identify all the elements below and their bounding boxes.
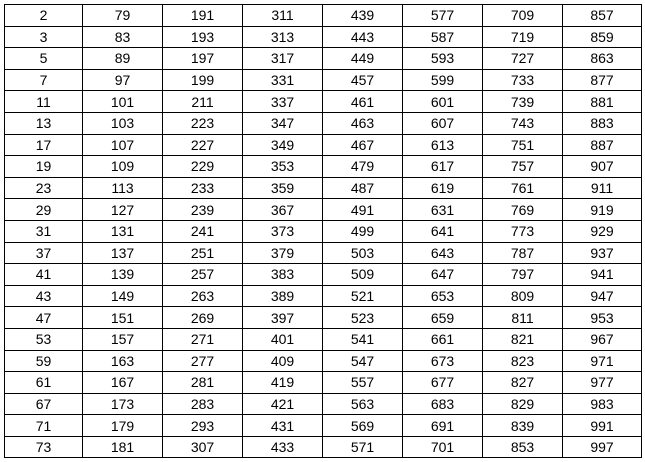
table-cell: 389: [243, 285, 323, 307]
table-cell: 71: [5, 415, 83, 437]
table-cell: 607: [403, 112, 483, 134]
table-cell: 853: [483, 436, 563, 458]
table-row: [5, 69, 642, 91]
table-cell: 523: [323, 307, 403, 329]
table-cell: 491: [323, 199, 403, 221]
table-cell: 109: [83, 156, 163, 178]
table-cell: 709: [483, 5, 563, 27]
table-cell: 557: [323, 372, 403, 394]
table-row: [5, 242, 642, 264]
table-cell: 313: [243, 26, 323, 48]
table-cell: 311: [243, 5, 323, 27]
table-cell: 2: [5, 5, 83, 27]
table-cell: 131: [83, 220, 163, 242]
table-cell: 113: [83, 177, 163, 199]
table-row: [5, 328, 642, 350]
table-cell: 239: [163, 199, 243, 221]
table-cell: 29: [5, 199, 83, 221]
table-cell: 107: [83, 134, 163, 156]
primes-table-container: [4, 4, 641, 461]
table-cell: 347: [243, 112, 323, 134]
table-cell: 883: [563, 112, 642, 134]
table-cell: 337: [243, 91, 323, 113]
table-cell: 19: [5, 156, 83, 178]
table-cell: 919: [563, 199, 642, 221]
table-cell: 521: [323, 285, 403, 307]
table-cell: 307: [163, 436, 243, 458]
table-cell: 727: [483, 48, 563, 70]
table-cell: 449: [323, 48, 403, 70]
table-cell: 467: [323, 134, 403, 156]
table-cell: 601: [403, 91, 483, 113]
table-row: [5, 220, 642, 242]
table-cell: 643: [403, 242, 483, 264]
table-cell: 229: [163, 156, 243, 178]
table-cell: 293: [163, 415, 243, 437]
table-cell: 617: [403, 156, 483, 178]
table-cell: 463: [323, 112, 403, 134]
table-cell: 73: [5, 436, 83, 458]
table-cell: 997: [563, 436, 642, 458]
table-cell: 647: [403, 264, 483, 286]
table-row: [5, 177, 642, 199]
table-cell: 827: [483, 372, 563, 394]
table-cell: 349: [243, 134, 323, 156]
table-row: [5, 372, 642, 394]
table-cell: 103: [83, 112, 163, 134]
table-cell: 911: [563, 177, 642, 199]
table-cell: 701: [403, 436, 483, 458]
primes-table: [4, 4, 642, 458]
table-row: [5, 112, 642, 134]
table-cell: 487: [323, 177, 403, 199]
table-cell: 211: [163, 91, 243, 113]
table-cell: 53: [5, 328, 83, 350]
table-row: [5, 26, 642, 48]
table-cell: 773: [483, 220, 563, 242]
table-cell: 97: [83, 69, 163, 91]
table-cell: 59: [5, 350, 83, 372]
table-cell: 739: [483, 91, 563, 113]
table-cell: 821: [483, 328, 563, 350]
table-cell: 149: [83, 285, 163, 307]
table-cell: 929: [563, 220, 642, 242]
table-cell: 271: [163, 328, 243, 350]
table-cell: 499: [323, 220, 403, 242]
table-cell: 859: [563, 26, 642, 48]
table-cell: 541: [323, 328, 403, 350]
table-cell: 991: [563, 415, 642, 437]
table-cell: 953: [563, 307, 642, 329]
table-cell: 331: [243, 69, 323, 91]
table-cell: 47: [5, 307, 83, 329]
table-cell: 5: [5, 48, 83, 70]
table-cell: 797: [483, 264, 563, 286]
table-cell: 563: [323, 393, 403, 415]
table-cell: 587: [403, 26, 483, 48]
table-cell: 941: [563, 264, 642, 286]
table-cell: 359: [243, 177, 323, 199]
table-cell: 877: [563, 69, 642, 91]
table-cell: 863: [563, 48, 642, 70]
table-cell: 383: [243, 264, 323, 286]
table-cell: 653: [403, 285, 483, 307]
table-cell: 757: [483, 156, 563, 178]
table-cell: 17: [5, 134, 83, 156]
table-cell: 31: [5, 220, 83, 242]
table-cell: 509: [323, 264, 403, 286]
table-cell: 179: [83, 415, 163, 437]
primes-table-body: [5, 5, 642, 458]
table-row: [5, 48, 642, 70]
table-cell: 199: [163, 69, 243, 91]
table-cell: 419: [243, 372, 323, 394]
table-cell: 163: [83, 350, 163, 372]
table-cell: 281: [163, 372, 243, 394]
table-cell: 227: [163, 134, 243, 156]
table-cell: 251: [163, 242, 243, 264]
table-cell: 809: [483, 285, 563, 307]
table-cell: 743: [483, 112, 563, 134]
table-row: [5, 350, 642, 372]
table-cell: 811: [483, 307, 563, 329]
table-cell: 673: [403, 350, 483, 372]
table-cell: 839: [483, 415, 563, 437]
table-cell: 367: [243, 199, 323, 221]
table-cell: 373: [243, 220, 323, 242]
table-cell: 599: [403, 69, 483, 91]
table-cell: 151: [83, 307, 163, 329]
table-cell: 443: [323, 26, 403, 48]
table-cell: 127: [83, 199, 163, 221]
table-cell: 263: [163, 285, 243, 307]
table-cell: 907: [563, 156, 642, 178]
table-cell: 659: [403, 307, 483, 329]
table-cell: 269: [163, 307, 243, 329]
table-cell: 661: [403, 328, 483, 350]
table-cell: 3: [5, 26, 83, 48]
table-cell: 191: [163, 5, 243, 27]
table-cell: 971: [563, 350, 642, 372]
table-cell: 43: [5, 285, 83, 307]
table-cell: 719: [483, 26, 563, 48]
table-row: [5, 5, 642, 27]
table-cell: 379: [243, 242, 323, 264]
table-cell: 61: [5, 372, 83, 394]
table-cell: 283: [163, 393, 243, 415]
table-cell: 139: [83, 264, 163, 286]
table-cell: 503: [323, 242, 403, 264]
table-cell: 257: [163, 264, 243, 286]
table-cell: 157: [83, 328, 163, 350]
table-cell: 683: [403, 393, 483, 415]
table-cell: 577: [403, 5, 483, 27]
table-cell: 241: [163, 220, 243, 242]
table-cell: 173: [83, 393, 163, 415]
table-row: [5, 134, 642, 156]
table-cell: 421: [243, 393, 323, 415]
table-cell: 89: [83, 48, 163, 70]
table-cell: 233: [163, 177, 243, 199]
table-cell: 67: [5, 393, 83, 415]
table-cell: 23: [5, 177, 83, 199]
table-cell: 167: [83, 372, 163, 394]
table-cell: 277: [163, 350, 243, 372]
table-cell: 751: [483, 134, 563, 156]
table-cell: 613: [403, 134, 483, 156]
table-row: [5, 415, 642, 437]
table-cell: 223: [163, 112, 243, 134]
table-cell: 197: [163, 48, 243, 70]
table-cell: 193: [163, 26, 243, 48]
table-cell: 79: [83, 5, 163, 27]
table-cell: 137: [83, 242, 163, 264]
table-cell: 787: [483, 242, 563, 264]
table-cell: 479: [323, 156, 403, 178]
table-cell: 7: [5, 69, 83, 91]
table-cell: 733: [483, 69, 563, 91]
table-cell: 571: [323, 436, 403, 458]
table-cell: 457: [323, 69, 403, 91]
table-cell: 887: [563, 134, 642, 156]
table-cell: 631: [403, 199, 483, 221]
table-row: [5, 307, 642, 329]
table-cell: 461: [323, 91, 403, 113]
table-cell: 823: [483, 350, 563, 372]
table-cell: 439: [323, 5, 403, 27]
table-cell: 41: [5, 264, 83, 286]
table-cell: 317: [243, 48, 323, 70]
table-cell: 11: [5, 91, 83, 113]
table-row: [5, 436, 642, 458]
table-cell: 397: [243, 307, 323, 329]
table-row: [5, 285, 642, 307]
table-cell: 101: [83, 91, 163, 113]
table-cell: 569: [323, 415, 403, 437]
table-cell: 83: [83, 26, 163, 48]
table-cell: 619: [403, 177, 483, 199]
table-cell: 13: [5, 112, 83, 134]
table-cell: 37: [5, 242, 83, 264]
table-row: [5, 393, 642, 415]
table-cell: 881: [563, 91, 642, 113]
table-cell: 967: [563, 328, 642, 350]
table-cell: 983: [563, 393, 642, 415]
table-cell: 431: [243, 415, 323, 437]
table-cell: 641: [403, 220, 483, 242]
table-cell: 677: [403, 372, 483, 394]
table-cell: 947: [563, 285, 642, 307]
table-cell: 181: [83, 436, 163, 458]
table-row: [5, 199, 642, 221]
table-cell: 433: [243, 436, 323, 458]
table-cell: 829: [483, 393, 563, 415]
table-cell: 857: [563, 5, 642, 27]
table-cell: 937: [563, 242, 642, 264]
table-cell: 761: [483, 177, 563, 199]
table-cell: 769: [483, 199, 563, 221]
table-cell: 691: [403, 415, 483, 437]
table-cell: 401: [243, 328, 323, 350]
table-cell: 353: [243, 156, 323, 178]
table-row: [5, 91, 642, 113]
table-cell: 547: [323, 350, 403, 372]
table-row: [5, 156, 642, 178]
table-row: [5, 264, 642, 286]
table-cell: 593: [403, 48, 483, 70]
table-cell: 977: [563, 372, 642, 394]
table-cell: 409: [243, 350, 323, 372]
